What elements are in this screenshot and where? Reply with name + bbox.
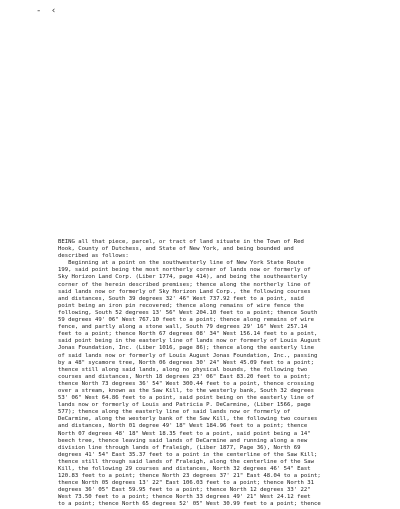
text-line: of said lands now or formerly of Louis August Jonas Foundation, Inc., passing xyxy=(58,352,318,359)
text-line: courses and distances, North 18 degrees 23' 06" East 83.20 feet to a point; xyxy=(58,373,311,380)
text-line: BEING all that piece, parcel, or tract of land situate in the Town of Red xyxy=(58,239,304,245)
text-line: 199, said point being the most northerly corner of lands now or formerly of xyxy=(58,267,311,274)
text-line: 59 degrees 49' 06" West 767.10 feet to a point; thence along remains of wire xyxy=(58,317,314,324)
text-line: said lands now or formerly of Sky Horizon Land Corp., the following courses xyxy=(58,288,311,295)
text-line: over a stream, known as the Saw Kill, to the westerly bank, South 32 degrees xyxy=(58,387,314,394)
text-line: lands now or formerly of Louis and Patricia P. DeCarmine, (Liber 1566, page xyxy=(58,402,311,409)
text-line: 577); thence along the easterly line of said lands now or formerly of xyxy=(58,409,291,416)
corner-mark: - ‹ xyxy=(36,6,59,16)
text-line: following, South 52 degrees 13' 56" West 204.10 feet to a point; thence South xyxy=(58,309,318,316)
text-line: beech tree, thence leaving said lands of DeCarmine and running along a new xyxy=(58,437,308,444)
text-line: degrees 36' 05" East 59.95 feet to a point; thence North 12 degrees 33' 22" xyxy=(58,487,311,494)
text-line: fence, and partly along a stone wall, South 79 degrees 29' 16" West 257.14 xyxy=(58,324,308,331)
text-line: DeCarmine, along the westerly bank of the Saw Kill, the following two courses xyxy=(58,416,318,423)
text-line: described as follows: xyxy=(58,253,129,260)
text-line: and distances, North 01 degree 49' 18" West 184.96 feet to a point; thence xyxy=(58,423,308,430)
text-line: Beginning at a point on the southwesterly line of New York State Route xyxy=(58,260,304,267)
text-line: thence North 73 degrees 36' 54" West 300.44 feet to a point, thence crossing xyxy=(58,380,314,387)
text-line: North 07 degrees 48' 18" West 18.35 feet to a point, said point being a 14" xyxy=(58,430,311,437)
text-line: corner of the herein described premises; thence along the northerly line of xyxy=(58,281,311,288)
text-line: thence North 05 degrees 13' 22" East 106.03 feet to a point; thence North 31 xyxy=(58,480,314,487)
text-line: thence still through said lands of Fraleigh, along the centerline of the Saw xyxy=(58,458,314,465)
text-line: degrees 41' 54" East 35.37 feet to a point in the centerline of the Saw Kill; xyxy=(58,451,318,458)
text-line: point being an iron pin recovered; thence along remains of wire fence the xyxy=(58,302,304,309)
text-line: by a 48" sycamore tree, North 06 degrees 30' 24" West 45.09 feet to a point; xyxy=(58,359,314,366)
deed-description-text xyxy=(58,239,400,509)
text-line: Sky Horizon Land Corp. (Liber 1774, page 414), and being the southeasterly xyxy=(58,274,308,281)
text-line: said point being in the easterly line of lands now or formerly of Louis August xyxy=(58,338,321,345)
text-line: thence still along said lands, along no physical bounds, the following two xyxy=(58,366,308,373)
text-line: 53' 06" West 64.86 feet to a point, said point being on the easterly line of xyxy=(58,395,314,402)
text-line: West 73.50 feet to a point; thence North 33 degrees 49' 21" West 24.12 feet xyxy=(58,494,311,501)
text-line: to a point; thence North 65 degrees 52' 05" West 30.99 feet to a point; thence xyxy=(58,501,321,508)
text-line: division line through lands of Fraleigh, (Liber 1877, Page 36), North 69 xyxy=(58,444,301,451)
text-line: 120.83 feet to a point; thence North 23 degrees 37' 21" East 48.04 to a point; xyxy=(58,473,321,480)
text-line: and distances, South 39 degrees 32' 46" West 737.92 feet to a point, said xyxy=(58,295,304,302)
text-line: Hook, County of Dutchess, and State of New York, and being bounded and xyxy=(58,246,294,253)
text-line: feet to a point; thence North 67 degrees 08' 34" West 156.14 feet to a point, xyxy=(58,331,318,338)
text-line: Jonas Foundation, Inc. (Liber 1016, page 86); thence along the easterly line xyxy=(58,345,314,352)
text-line: Kill, the following 29 courses and distances, North 32 degrees 46' 54" East xyxy=(58,466,311,472)
